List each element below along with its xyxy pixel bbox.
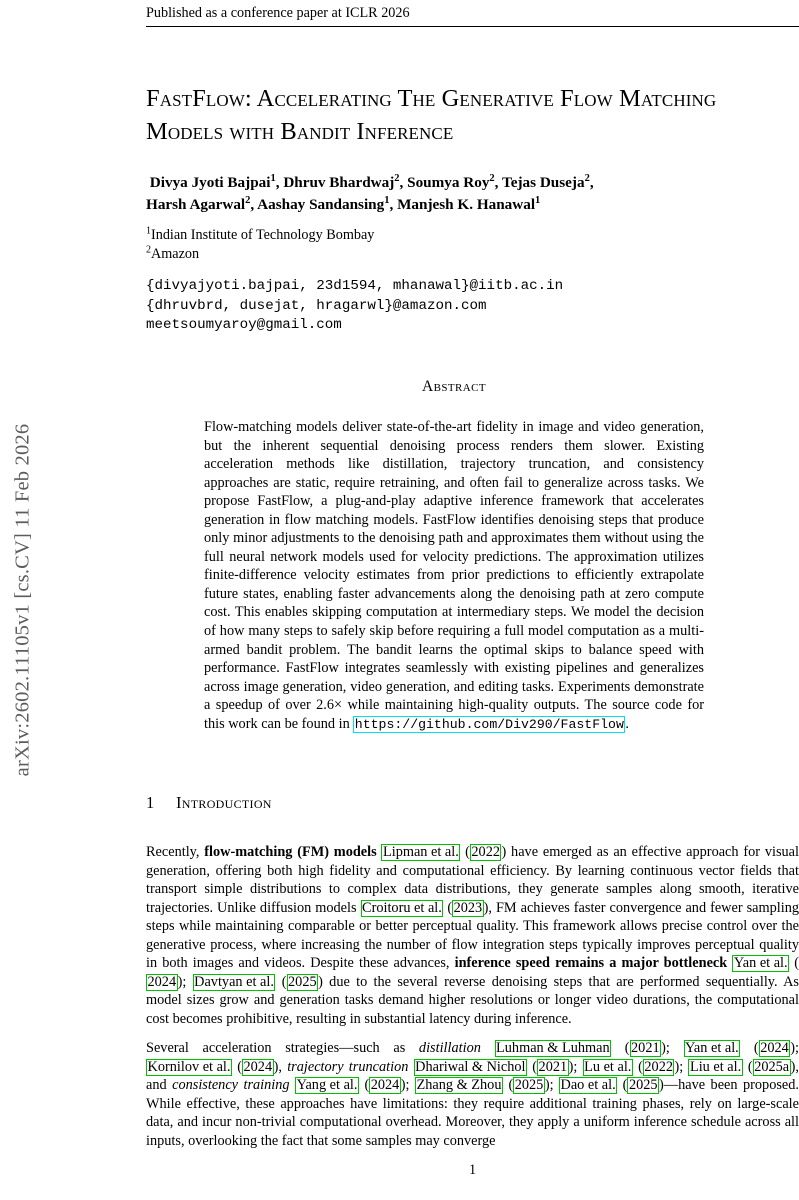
source-code-link[interactable]: https://github.com/Div290/FastFlow: [354, 716, 624, 732]
section-title: Introduction: [176, 793, 272, 812]
citation-year-link[interactable]: 2021: [631, 1039, 660, 1056]
bold-term: flow-matching (FM) models: [204, 844, 377, 860]
citation-link[interactable]: Yan et al.: [685, 1039, 739, 1056]
text-segment: );: [790, 1039, 799, 1056]
author-line-1: Divya Jyoti Bajpai$^1$, Dhruv Bhardwaj$^2$, Soumya Roy$^2$, Tejas Duseja$^2$,: [149, 172, 594, 191]
text-segment: );: [568, 1058, 583, 1075]
citation-link[interactable]: Lipman et al.: [382, 844, 459, 860]
citation-link[interactable]: Yan et al.: [733, 955, 788, 972]
affiliation-item: [146, 226, 799, 245]
title-line-2: Matching Models with Bandit Inference: [146, 85, 717, 145]
citation-year-link[interactable]: 2023: [453, 899, 483, 916]
text-segment: (: [611, 1039, 630, 1056]
author-affil-marker: 2: [584, 172, 590, 184]
italic-term: consistency training: [172, 1077, 290, 1094]
text-segment: (: [275, 973, 287, 990]
title-block: [146, 82, 799, 148]
email-line: {dhruvbrd, dusejat, hragarwl}@amazon.com: [146, 297, 487, 314]
author-affil-marker: 2: [489, 172, 495, 184]
text-segment: Recently,: [146, 844, 205, 860]
bold-term: inference speed remains a major bottleneck: [454, 955, 728, 972]
citation-year-link[interactable]: 2024: [147, 973, 177, 990]
paragraph-1: [146, 843, 799, 1028]
citation-year-link[interactable]: 2022: [471, 844, 500, 860]
text-segment: (: [527, 1058, 538, 1075]
author-name: Manjesh K. Hanawal: [397, 195, 536, 213]
italic-term: distillation: [418, 1039, 481, 1056]
citation-link[interactable]: Davtyan et al.: [194, 973, 274, 990]
citation-link[interactable]: Luhman & Luhman: [496, 1039, 610, 1056]
italic-term: trajectory truncation: [287, 1058, 409, 1075]
running-head-rule: [146, 26, 799, 27]
section-number: 1: [146, 793, 155, 812]
text-segment: (: [632, 1058, 643, 1075]
citation-year-link[interactable]: 2024: [370, 1077, 400, 1094]
multiply-sign: ×: [334, 697, 343, 714]
text-segment: ) due to the several reverse denoising steps that are performed sequentially. As model sizes grow and generation tasks demand higher resolutions or longer video durations, the computational cost becomes prohibitive, resulting in substantial latency during inference.: [146, 973, 799, 1027]
citation-link[interactable]: Dao et al.: [560, 1077, 616, 1094]
author-affil-marker: 1: [384, 194, 390, 206]
running-head-text: Published as a conference paper at ICLR 2026: [146, 5, 410, 21]
arxiv-stamp: [0, 0, 46, 1200]
citation-year-link[interactable]: 2024: [760, 1039, 789, 1056]
citation-year-link[interactable]: 2025: [628, 1077, 658, 1094]
affiliation-item: [146, 245, 799, 264]
text-segment: (: [460, 844, 470, 860]
page-number: 1: [468, 1162, 477, 1178]
author-name: Dhruv Bhardwaj: [283, 174, 395, 191]
affiliation-marker: 2: [146, 244, 151, 256]
abstract-block: [204, 378, 704, 733]
paper-page: [146, 0, 799, 1200]
paragraph-2: [146, 1039, 799, 1150]
affiliation-name: Amazon: [151, 246, 200, 262]
author-name: Tejas Duseja: [502, 174, 585, 191]
author-name: Soumya Roy: [407, 174, 490, 191]
body-text: [146, 843, 799, 1161]
affiliations-list: [146, 226, 799, 264]
text-segment: [481, 1040, 495, 1056]
text-segment: );: [544, 1077, 560, 1094]
arxiv-stamp-text: arXiv:2602.11105v1 [cs.CV] 11 Feb 2026: [11, 423, 34, 777]
text-segment: (: [789, 955, 799, 972]
citation-link[interactable]: Croitoru et al.: [362, 899, 442, 916]
text-segment: ),: [273, 1058, 288, 1075]
text-segment: );: [661, 1039, 684, 1056]
text-segment: (: [502, 1077, 514, 1094]
email-line: meetsoumyaroy@gmail.com: [146, 317, 342, 333]
citation-year-link[interactable]: 2022: [644, 1058, 673, 1075]
citation-link[interactable]: Lu et al.: [584, 1058, 632, 1075]
section-heading-introduction: [146, 793, 799, 813]
text-segment: (: [742, 1058, 753, 1075]
page-title: [146, 82, 799, 148]
text-segment: );: [674, 1058, 689, 1075]
author-affil-marker: 2: [245, 194, 251, 206]
text-segment: ), and: [146, 1058, 799, 1094]
email-line: {divyajyoti.bajpai, 23d1594, mhanawal}@iitb.ac.in: [146, 278, 564, 294]
emails-block: [146, 277, 799, 336]
citation-link[interactable]: Yang et al.: [296, 1077, 358, 1094]
citation-year-link[interactable]: 2025: [514, 1077, 544, 1094]
author-name: Harsh Agarwal: [146, 195, 246, 213]
abstract-segment: .: [625, 715, 629, 732]
citation-link[interactable]: Dhariwal & Nichol: [415, 1058, 526, 1075]
authors-block: [146, 172, 799, 264]
abstract-segment: while maintaining high-quality outputs. The source code for this work can be found in: [204, 697, 704, 732]
text-segment: ), FM achieves faster convergence and fewer sampling steps while maintaining comparable or better perceptual quality. This framework allows precise control over the generative process, where increasing the number of flow integration steps typically improves perceptual quality in both images and videos. Despite these advances,: [146, 899, 799, 972]
citation-link[interactable]: Liu et al.: [689, 1058, 742, 1075]
citation-year-link[interactable]: 2024: [243, 1058, 273, 1075]
text-segment: );: [177, 973, 193, 990]
text-segment: Several acceleration strategies—such as: [146, 1039, 419, 1056]
title-line-1: FastFlow: Accelerating The Generative Flow: [146, 85, 613, 112]
author-affil-marker: 2: [394, 172, 400, 184]
author-name: Aashay Sandansing: [257, 195, 385, 213]
affiliation-name: Indian Institute of Technology Bombay: [151, 227, 375, 243]
citation-link[interactable]: Kornilov et al.: [147, 1058, 231, 1075]
citation-year-link[interactable]: 2025a: [754, 1058, 790, 1075]
citation-year-link[interactable]: 2025: [288, 973, 317, 990]
section-head: [146, 793, 799, 813]
text-segment: (: [231, 1058, 242, 1075]
citation-link[interactable]: Zhang & Zhou: [416, 1077, 502, 1094]
text-segment: );: [400, 1077, 415, 1094]
abstract-segment: Flow-matching models deliver state-of-the-art fidelity in image and video generation, but the inherent sequential denoising process renders them slower. Existing acceleration methods like distillation, trajectory truncation, and consistency approaches are static, require retraining, and often fail to generalize across tasks. We propose FastFlow, a plug-and-play adaptive inference framework that accelerates generation in flow matching models. FastFlow identifies denoising steps that produce only minor adjustments to the denoising path and approximates them without using the full neural network models used for velocity predictions. The approximation utilizes finite-difference velocity estimates from prior predictions to efficiently extrapolate future states, enabling faster advancements along the denoising path at zero compute cost. This enables skipping computation at intermediary steps. We model the decision of how many steps to safely skip before requiring a full model computation as a multi-armed bandit problem. The bandit learns the optimal skips to balance speed with performance. FastFlow integrates seamlessly with existing pipelines and generalizes across image generation, video generation, and editing tasks. Experiments demonstrate a speedup of over 2.6: [204, 419, 704, 714]
citation-year-link[interactable]: 2021: [538, 1058, 568, 1075]
text-segment: ) have emerged as an effective approach for visual generation, offering both high fidelity and computational efficiency. By learning continuous vector fields that transport simple distributions to complex data distributions, they generate samples along smooth, iterative trajectories. Unlike diffusion models: [146, 844, 799, 916]
text-segment: (: [358, 1077, 370, 1094]
running-head: [146, 5, 799, 27]
text-segment: )—have been proposed. While effective, these approaches have limitations: they require additional training phases, rely on large-scale data, and incur non-trivial computational overhead. Moreover, they apply a uniform inference schedule across all inputs, overlooking the fact that some samples may converge: [146, 1077, 799, 1149]
author-name: Divya Jyoti Bajpai: [149, 174, 271, 191]
author-line-2: Harsh Agarwal$^2$, Aashay Sandansing$^1$, Manjesh K. Hanawal$^1$: [146, 194, 541, 213]
author-affil-marker: 1: [535, 194, 541, 206]
text-segment: (: [617, 1077, 628, 1094]
author-affil-marker: 1: [270, 172, 276, 184]
abstract-heading: Abstract: [422, 378, 486, 395]
text-segment: (: [740, 1039, 759, 1056]
affiliation-marker: 1: [146, 225, 151, 237]
abstract-text: [204, 418, 704, 733]
text-segment: (: [443, 899, 453, 916]
